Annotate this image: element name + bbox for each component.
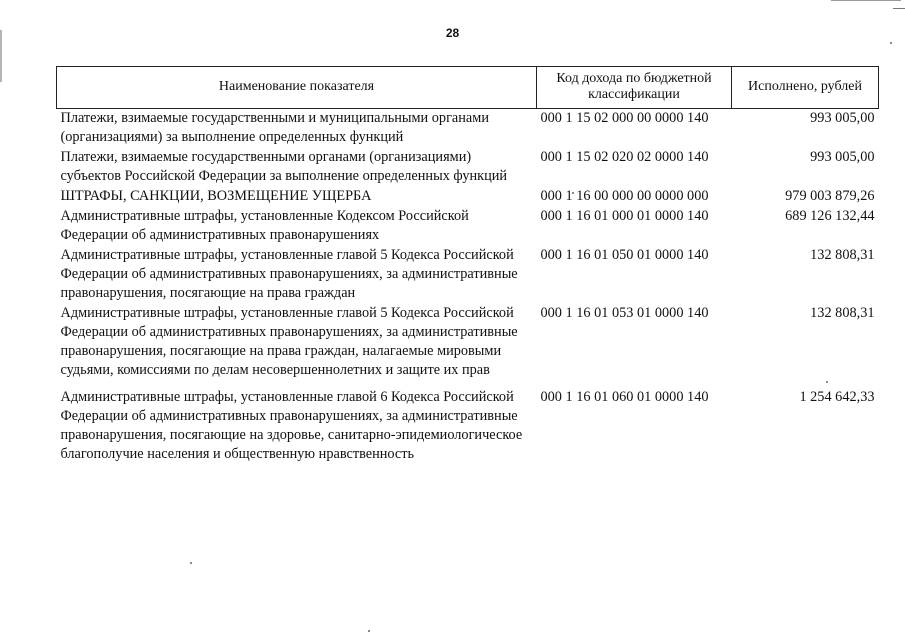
row-amount: 993 005,00 xyxy=(810,149,875,165)
table-row xyxy=(57,388,879,465)
table-row xyxy=(57,109,879,149)
row-name: Административные штрафы, установленные главой 5 Кодекса Российской Федерации об административных правонарушениях, за административные правонарушения, посягающие на права граждан xyxy=(60,247,518,301)
page-number: 28 xyxy=(445,26,460,40)
row-name: Административные штрафы, установленные главой 5 Кодекса Российской Федерации об административных правонарушениях, за административные правонарушения, посягающие на права граждан, налагаемые мировыми судьями, комиссиями по делам несовершеннолетних и защите их прав xyxy=(60,305,518,378)
scan-dot xyxy=(890,42,892,44)
scan-dot xyxy=(190,562,192,564)
row-code: 000 1 15 02 020 02 0000 140 xyxy=(540,149,709,165)
scan-corner-line xyxy=(893,8,905,9)
table-row xyxy=(57,207,879,246)
row-amount: 1 254 642,33 xyxy=(799,389,875,405)
column-header-amount: Исполнено, рублей xyxy=(732,67,879,109)
row-name: ШТРАФЫ, САНКЦИИ, ВОЗМЕЩЕНИЕ УЩЕРБА xyxy=(60,188,372,204)
table-row xyxy=(57,304,879,388)
row-amount: 132 808,31 xyxy=(810,305,875,321)
row-code: 000 1 16 01 050 01 0000 140 xyxy=(540,247,709,263)
row-amount: 689 126 132,44 xyxy=(785,208,875,224)
table-row xyxy=(57,187,879,207)
row-code: 000 1 16 01 060 01 0000 140 xyxy=(540,389,709,405)
scan-corner-line xyxy=(831,0,901,1)
table-row xyxy=(57,148,879,187)
row-name: Административные штрафы, установленные Кодексом Российской Федерации об административных правонарушениях xyxy=(60,208,469,243)
column-header-name: Наименование показателя xyxy=(57,67,537,109)
row-code: 000 1 16 01 053 01 0000 140 xyxy=(540,305,709,321)
row-name: Административные штрафы, установленные главой 6 Кодекса Российской Федерации об административных правонарушениях, за административные правонарушения, посягающие на здоровье, санитарно-эпидемиологическое благополучие населения и общественную нравственность xyxy=(60,389,523,462)
row-amount: 979 003 879,26 xyxy=(785,188,875,204)
row-name: Платежи, взимаемые государственными и муниципальными органами (организациями) за выполнение определенных функций xyxy=(60,110,489,145)
row-amount: 993 005,00 xyxy=(810,110,875,126)
row-code: 000 1 16 01 000 01 0000 140 xyxy=(540,208,709,224)
table-row xyxy=(57,246,879,304)
row-code: 000 1 15 02 000 00 0000 140 xyxy=(540,110,709,126)
scan-dot xyxy=(368,630,370,632)
row-amount: 132 808,31 xyxy=(810,247,875,263)
column-header-code: Код дохода по бюджетной классификации xyxy=(537,67,732,109)
table-header-row xyxy=(57,67,879,109)
budget-table xyxy=(56,66,879,465)
row-name: Платежи, взимаемые государственными органами (организациями) субъектов Российской Федерации за выполнение определенных функций xyxy=(60,149,508,184)
row-code: 000 1 16 00 000 00 0000 000 xyxy=(540,188,709,204)
